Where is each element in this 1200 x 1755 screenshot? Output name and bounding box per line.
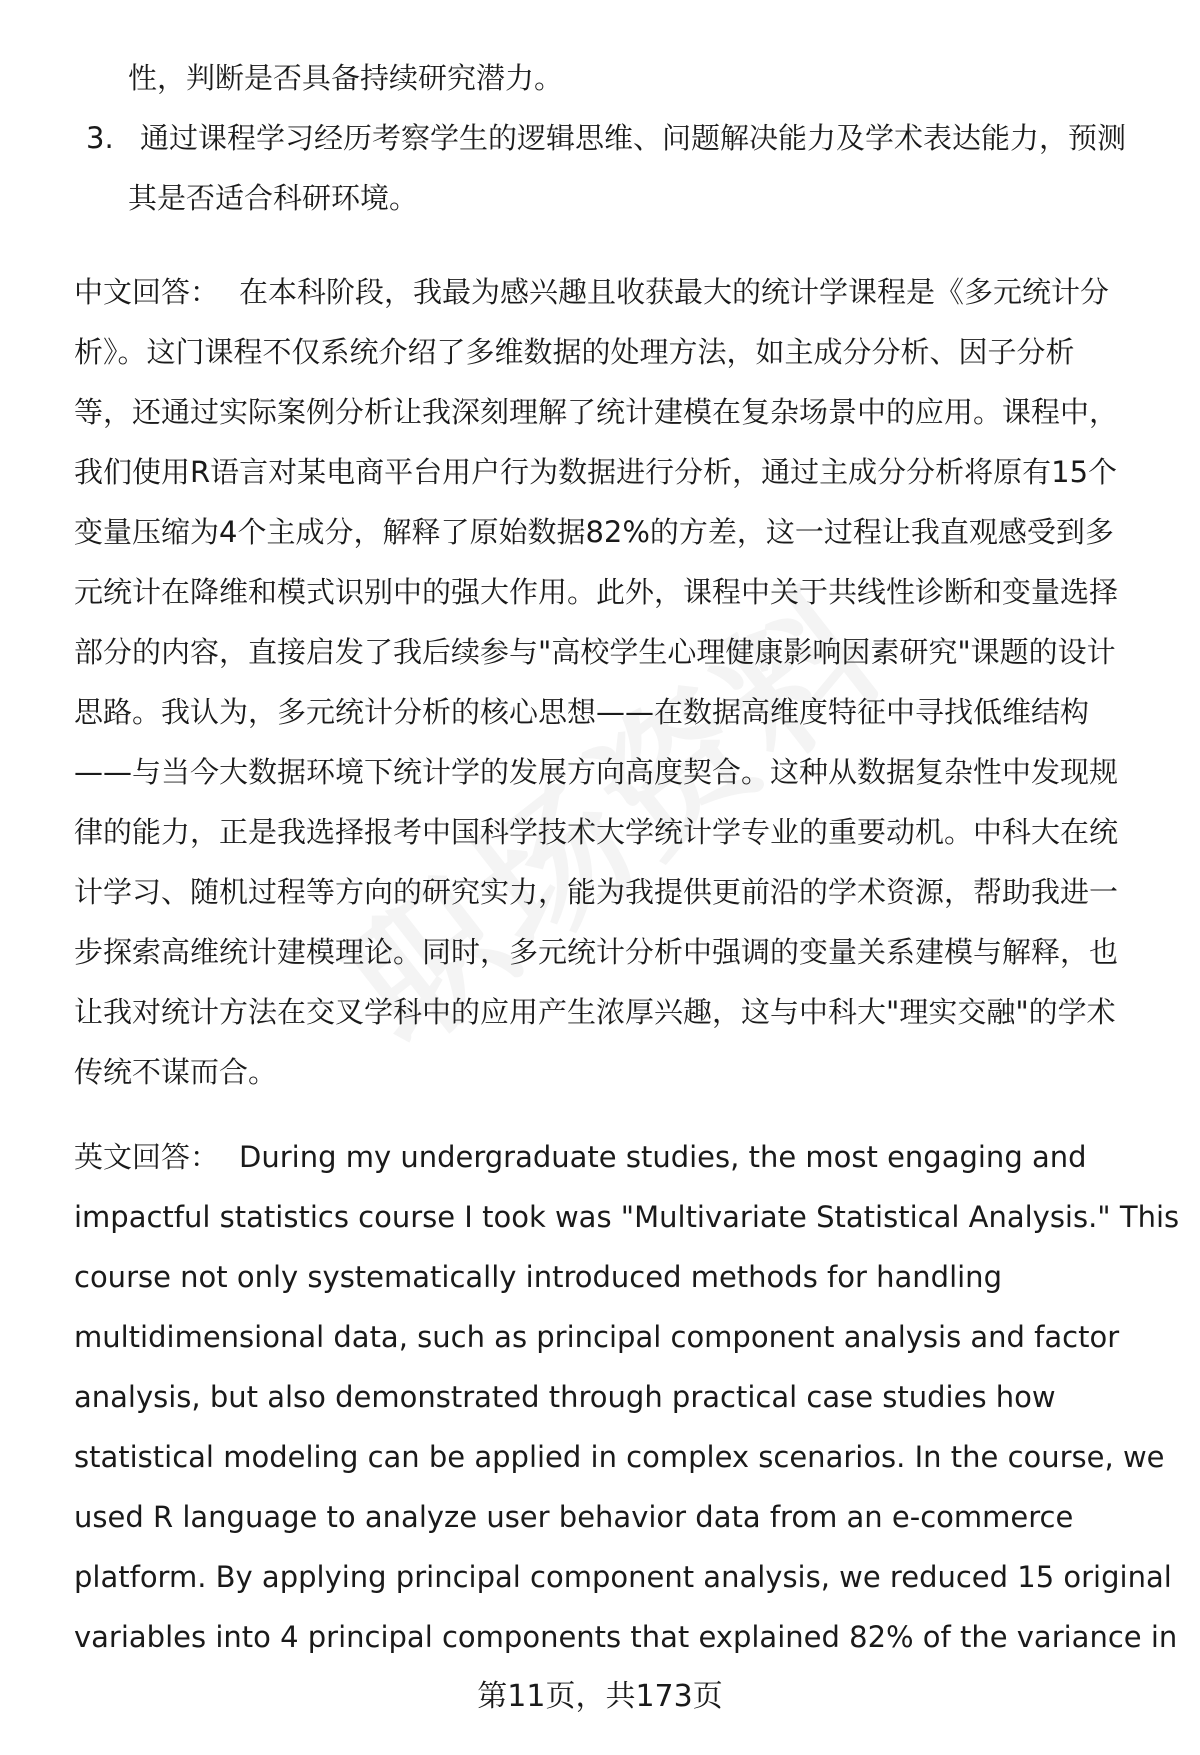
list-item-number: 3. (86, 121, 114, 155)
list-item-continuation: 性，判断是否具备持续研究潜力。 (128, 61, 564, 95)
paragraph-line: variables into 4 principal components that explained 82% of the variance in (74, 1620, 1178, 1654)
paragraph-line: 等，还通过实际案例分析让我深刻理解了统计建模在复杂场景中的应用。课程中， (74, 395, 1119, 429)
paragraph-line: 我们使用R语言对某电商平台用户行为数据进行分析，通过主成分分析将原有15个 (74, 455, 1118, 489)
english-answer (74, 1127, 1180, 1667)
paragraph-text: During my undergraduate studies, the most engaging and (239, 1140, 1087, 1174)
paragraph-line: 让我对统计方法在交叉学科中的应用产生浓厚兴趣，这与中科大"理实交融"的学术 (74, 995, 1116, 1029)
paragraph-line: used R language to analyze user behavior data from an e-commerce (74, 1500, 1074, 1534)
paragraph-line: 部分的内容，直接启发了我后续参与"高校学生心理健康影响因素研究"课题的设计 (74, 635, 1116, 669)
list-item-3-continuation: 其是否适合科研环境。 (128, 181, 419, 215)
answer-label: 中文回答： (74, 275, 220, 309)
page-number: 第11页，共173页 (477, 1679, 723, 1714)
paragraph-line: course not only systematically introduced methods for handling (74, 1260, 1002, 1294)
paragraph-line: analysis, but also demonstrated through practical case studies how (74, 1380, 1056, 1414)
paragraph-line: 析》。这门课程不仅系统介绍了多维数据的处理方法，如主成分分析、因子分析 (74, 335, 1075, 369)
paragraph-line: 计学习、随机过程等方向的研究实力，能为我提供更前沿的学术资源，帮助我进一 (74, 875, 1119, 909)
paragraph-line: 律的能力，正是我选择报考中国科学技术大学统计学专业的重要动机。中科大在统 (74, 815, 1119, 849)
list-item-text: 通过课程学习经历考察学生的逻辑思维、问题解决能力及学术表达能力，预测 (140, 121, 1127, 155)
chinese-answer (74, 262, 1164, 1102)
list-item-3 (74, 108, 1154, 168)
paragraph-line: 传统不谋而合。 (74, 1055, 278, 1089)
paragraph-line: impactful statistics course I took was "Multivariate Statistical Analysis." This (74, 1200, 1180, 1234)
paragraph-line: 思路。我认为，多元统计分析的核心思想——在数据高维度特征中寻找低维结构 (74, 695, 1090, 729)
paragraph-line: statistical modeling can be applied in complex scenarios. In the course, we (74, 1440, 1165, 1474)
paragraph-line: 步探索高维统计建模理论。同时，多元统计分析中强调的变量关系建模与解释，也 (74, 935, 1119, 969)
criteria-list (74, 48, 1154, 228)
paragraph-line: 元统计在降维和模式识别中的强大作用。此外，课程中关于共线性诊断和变量选择 (74, 575, 1119, 609)
paragraph-text: 在本科阶段，我最为感兴趣且收获最大的统计学课程是《多元统计分 (239, 275, 1110, 309)
paragraph-line (74, 1127, 1164, 1187)
paragraph-line: 变量压缩为4个主成分，解释了原始数据82%的方差，这一过程让我直观感受到多 (74, 515, 1114, 549)
paragraph-line: platform. By applying principal component analysis, we reduced 15 original (74, 1560, 1172, 1594)
paragraph-line: multidimensional data, such as principal component analysis and factor (74, 1320, 1120, 1354)
answer-label: 英文回答： (74, 1140, 220, 1174)
paragraph-line: ——与当今大数据环境下统计学的发展方向高度契合。这种从数据复杂性中发现规 (74, 755, 1119, 789)
paragraph-line (74, 262, 1164, 322)
